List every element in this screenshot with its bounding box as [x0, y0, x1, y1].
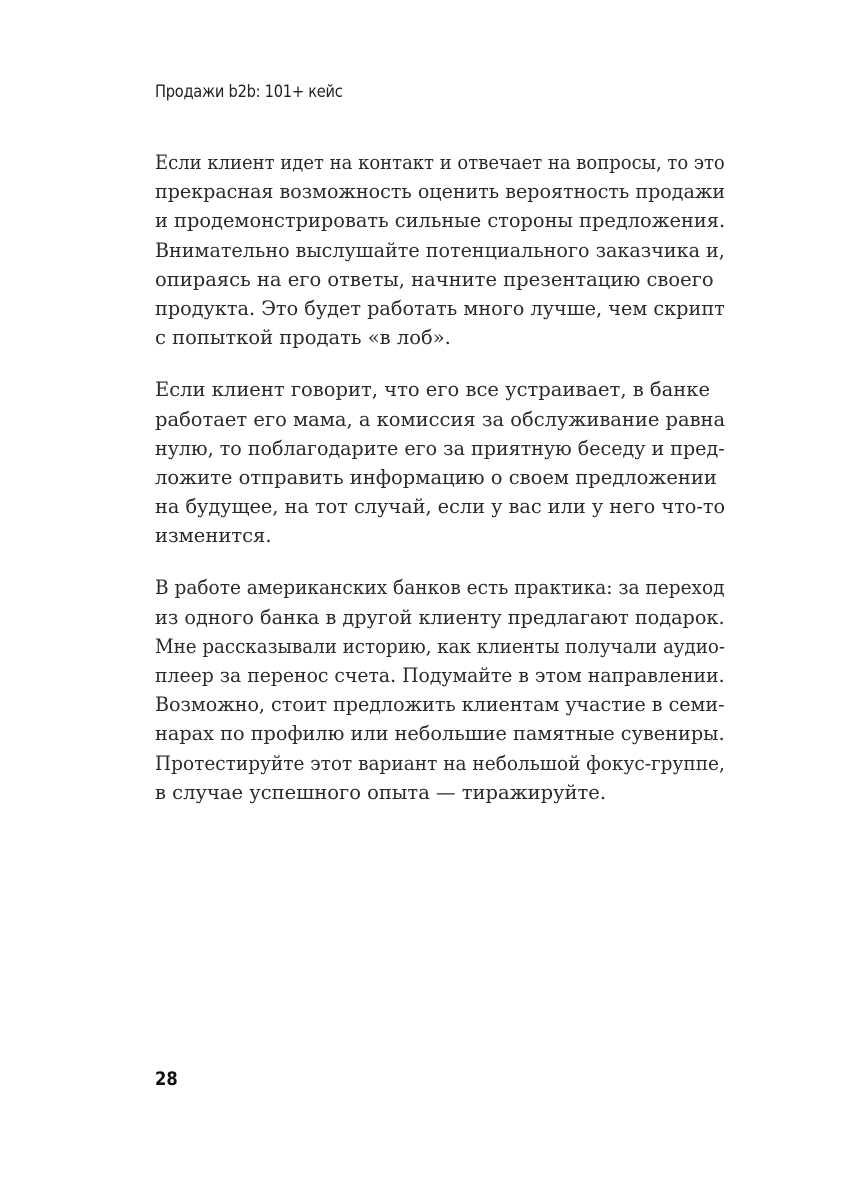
text-line: продукта. Это будет работать много лучше, чем скрипт — [155, 296, 725, 320]
text-line: в случае успешного опыта — тиражируйте. — [155, 780, 607, 804]
text-line: из одного банка в другой клиенту предлагают подарок. — [155, 605, 725, 629]
paragraph-3 — [155, 573, 725, 807]
text-line: изменится. — [155, 524, 272, 548]
page-number: 28 — [155, 1068, 178, 1090]
text-line: нарах по профилю или небольшие памятные сувениры. — [155, 722, 725, 746]
text-line: плеер за перенос счета. Подумайте в этом направлении. — [155, 664, 725, 687]
text-line: нулю, то поблагодарите его за приятную беседу и пред- — [155, 436, 725, 460]
text-line: ложите отправить информацию о своем предложении — [155, 465, 717, 489]
text-line: и продемонстрировать сильные стороны предложения. — [155, 209, 726, 233]
paragraph-1 — [155, 148, 725, 352]
text-line: Внимательно выслушайте потенциального заказчика и, — [155, 238, 725, 262]
text-line: Если клиент идет на контакт и отвечает на вопросы, то это — [155, 151, 725, 174]
text-line: Возможно, стоит предложить клиентам участие в семи- — [155, 693, 725, 717]
text-line: с попыткой продать «в лоб». — [155, 326, 451, 350]
text-line: Протестируйте этот вариант на небольшой фокус-группе, — [155, 751, 725, 775]
text-line: работает его мама, а комиссия за обслуживание равна — [155, 407, 726, 431]
text-line: на будущее, на тот случай, если у вас или у него что-то — [155, 495, 726, 519]
text-line: Мне рассказывали историю, как клиенты получали аудио- — [155, 634, 726, 658]
text-line: прекрасная возможность оценить вероятность продажи — [155, 180, 726, 204]
paragraph-2 — [155, 375, 725, 550]
running-header: Продажи b2b: 101+ кейс — [155, 82, 343, 102]
text-line: В работе американских банков есть практика: за переход — [155, 576, 725, 600]
text-line: Если клиент говорит, что его все устраивает, в банке — [155, 378, 711, 402]
body-text — [155, 148, 725, 830]
text-line: опираясь на его ответы, начните презентацию своего — [155, 267, 714, 291]
